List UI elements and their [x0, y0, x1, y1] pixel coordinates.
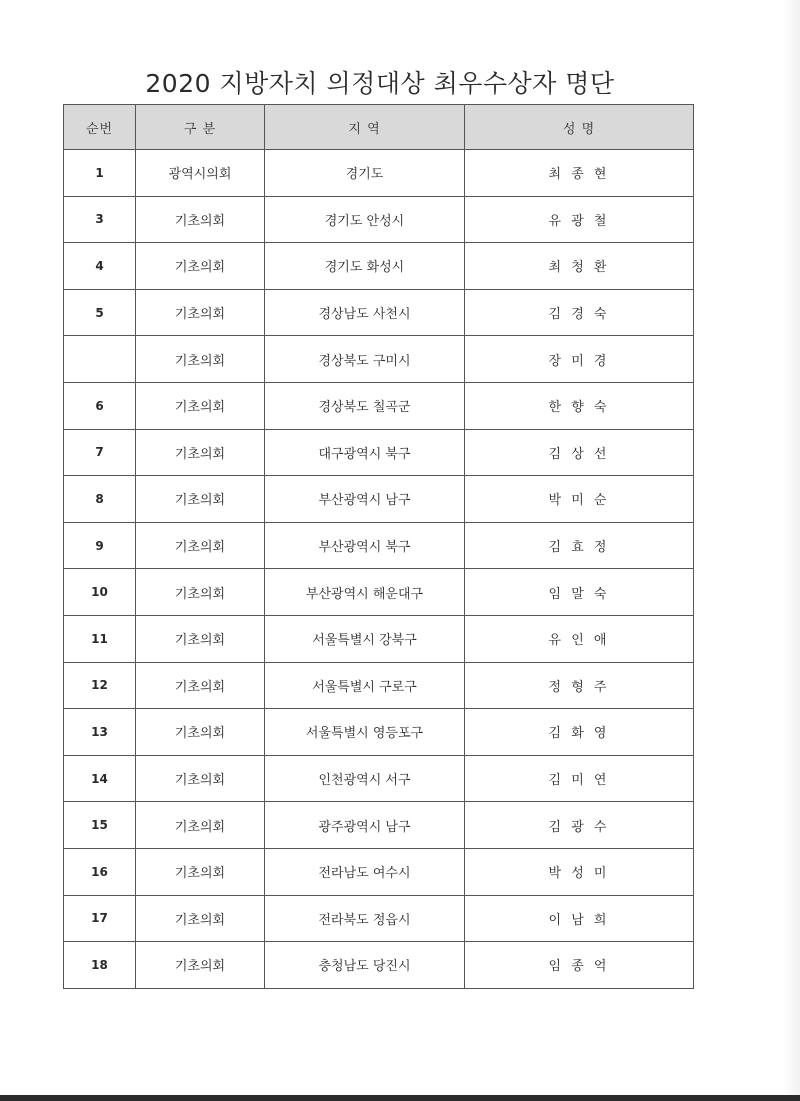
row-number-cell: 1 — [64, 150, 136, 197]
row-category-cell: 기초의회 — [136, 615, 265, 662]
row-region-cell: 경기도 — [265, 150, 465, 197]
row-category-cell: 기초의회 — [136, 755, 265, 802]
row-name-cell: 김 미 연 — [465, 755, 694, 802]
header-number: 순번 — [64, 105, 136, 150]
row-region-cell: 광주광역시 남구 — [265, 802, 465, 849]
row-region-cell: 부산광역시 해운대구 — [265, 569, 465, 616]
row-region-cell: 경기도 화성시 — [265, 243, 465, 290]
row-number-cell: 11 — [64, 615, 136, 662]
row-region-cell: 부산광역시 북구 — [265, 522, 465, 569]
row-number-cell: 6 — [64, 382, 136, 429]
row-category-cell: 기초의회 — [136, 848, 265, 895]
row-category-cell: 기초의회 — [136, 662, 265, 709]
row-region-cell: 부산광역시 남구 — [265, 476, 465, 523]
row-name-cell: 장 미 경 — [465, 336, 694, 383]
header-region: 지 역 — [265, 105, 465, 150]
row-number-cell: 9 — [64, 522, 136, 569]
row-name-cell: 김 상 선 — [465, 429, 694, 476]
row-name-cell: 김 광 수 — [465, 802, 694, 849]
row-region-cell: 경기도 안성시 — [265, 196, 465, 243]
row-name-cell: 김 효 정 — [465, 522, 694, 569]
table-row — [64, 382, 694, 429]
row-number-cell: 3 — [64, 196, 136, 243]
table-row — [64, 196, 694, 243]
table-row — [64, 429, 694, 476]
row-region-cell: 서울특별시 구로구 — [265, 662, 465, 709]
table-row — [64, 569, 694, 616]
table-row — [64, 476, 694, 523]
row-number-cell: 16 — [64, 848, 136, 895]
row-region-cell: 대구광역시 북구 — [265, 429, 465, 476]
row-category-cell: 광역시의회 — [136, 150, 265, 197]
row-name-cell: 유 인 애 — [465, 615, 694, 662]
table-body — [64, 150, 694, 989]
table-row — [64, 336, 694, 383]
row-name-cell: 이 남 희 — [465, 895, 694, 942]
table-row — [64, 150, 694, 197]
row-number-cell: 5 — [64, 289, 136, 336]
row-name-cell: 정 형 주 — [465, 662, 694, 709]
row-category-cell: 기초의회 — [136, 942, 265, 989]
row-name-cell: 한 향 숙 — [465, 382, 694, 429]
table-row — [64, 848, 694, 895]
row-category-cell: 기초의회 — [136, 336, 265, 383]
header-name: 성 명 — [465, 105, 694, 150]
row-number-cell: 12 — [64, 662, 136, 709]
row-category-cell: 기초의회 — [136, 569, 265, 616]
row-category-cell: 기초의회 — [136, 522, 265, 569]
row-category-cell: 기초의회 — [136, 289, 265, 336]
row-number-cell: 15 — [64, 802, 136, 849]
row-region-cell: 충청남도 당진시 — [265, 942, 465, 989]
table-row — [64, 615, 694, 662]
table-row — [64, 802, 694, 849]
page-edge-shadow — [782, 0, 800, 1101]
row-name-cell: 김 화 영 — [465, 709, 694, 756]
row-category-cell: 기초의회 — [136, 243, 265, 290]
table-row — [64, 289, 694, 336]
document-title: 2020 지방자치 의정대상 최우수상자 명단 — [145, 69, 615, 98]
table-row — [64, 895, 694, 942]
row-region-cell: 인천광역시 서구 — [265, 755, 465, 802]
row-region-cell: 경상북도 구미시 — [265, 336, 465, 383]
row-number-cell: 17 — [64, 895, 136, 942]
table-row — [64, 755, 694, 802]
row-category-cell: 기초의회 — [136, 196, 265, 243]
row-name-cell: 최 청 환 — [465, 243, 694, 290]
row-category-cell: 기초의회 — [136, 802, 265, 849]
row-name-cell: 임 종 억 — [465, 942, 694, 989]
row-number-cell: 10 — [64, 569, 136, 616]
row-name-cell: 박 미 순 — [465, 476, 694, 523]
row-name-cell: 임 말 숙 — [465, 569, 694, 616]
row-number-cell: 13 — [64, 709, 136, 756]
header-category: 구 분 — [136, 105, 265, 150]
row-name-cell: 박 성 미 — [465, 848, 694, 895]
row-number-cell — [64, 336, 136, 383]
row-number-cell: 8 — [64, 476, 136, 523]
table-row — [64, 942, 694, 989]
row-number-cell: 14 — [64, 755, 136, 802]
row-name-cell: 김 경 숙 — [465, 289, 694, 336]
table-row — [64, 243, 694, 290]
row-name-cell: 유 광 철 — [465, 196, 694, 243]
table-row — [64, 662, 694, 709]
row-region-cell: 경상북도 칠곡군 — [265, 382, 465, 429]
row-region-cell: 서울특별시 영등포구 — [265, 709, 465, 756]
row-region-cell: 경상남도 사천시 — [265, 289, 465, 336]
row-number-cell: 7 — [64, 429, 136, 476]
scan-bottom-edge — [0, 1095, 800, 1101]
row-category-cell: 기초의회 — [136, 382, 265, 429]
row-category-cell: 기초의회 — [136, 709, 265, 756]
row-category-cell: 기초의회 — [136, 429, 265, 476]
table-header — [64, 105, 694, 150]
row-category-cell: 기초의회 — [136, 895, 265, 942]
row-category-cell: 기초의회 — [136, 476, 265, 523]
table-row — [64, 522, 694, 569]
row-region-cell: 전라남도 여수시 — [265, 848, 465, 895]
row-number-cell: 4 — [64, 243, 136, 290]
header-row — [64, 105, 694, 150]
awardee-table — [63, 104, 694, 989]
row-region-cell: 전라북도 정읍시 — [265, 895, 465, 942]
row-number-cell: 18 — [64, 942, 136, 989]
row-name-cell: 최 종 현 — [465, 150, 694, 197]
table-row — [64, 709, 694, 756]
row-region-cell: 서울특별시 강북구 — [265, 615, 465, 662]
